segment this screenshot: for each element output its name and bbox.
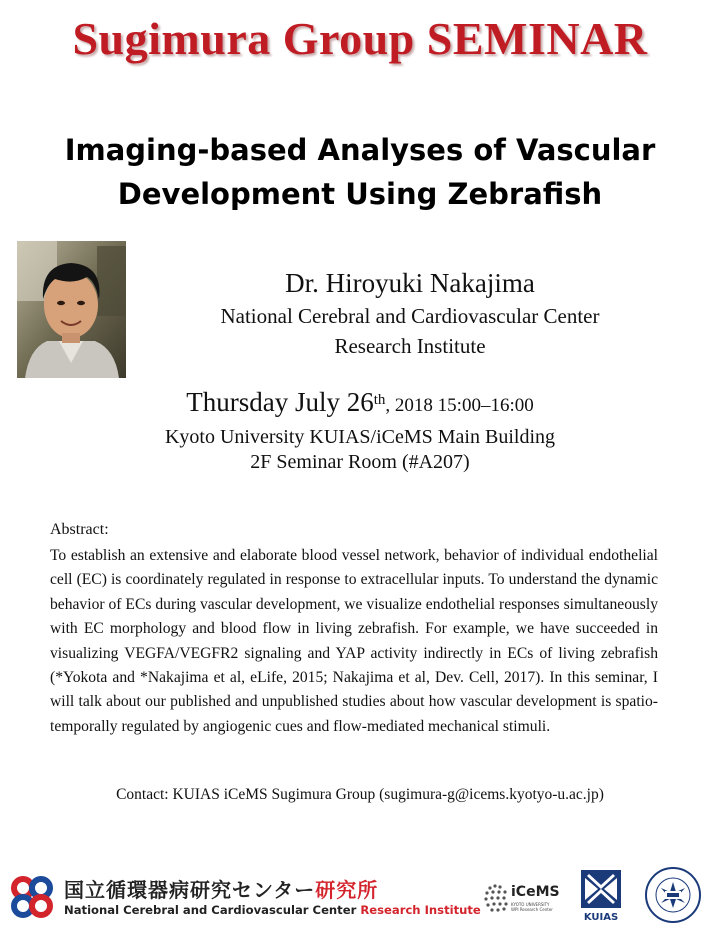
event-time: , 2018 15:00–16:00 [385,395,534,416]
talk-title [40,128,680,216]
event-date [80,384,640,425]
venue-line-2: 2F Seminar Room (#A207) [250,451,470,473]
icems-dot-sphere-icon [481,876,511,918]
icems-name: iCeMS [511,884,560,900]
kyoto-university-seal [643,866,703,924]
ncvc-double-ring-icon [8,874,56,920]
kuias-name: KUIAS [583,912,619,923]
abstract-body: To establish an extensive and elaborate blood vessel network, behavior of individual endothelial cell (EC) is coordinately regulated in response to extracellular inputs. To understand the dynamic behavior of ECs during vascular development, we visualize endothelial responses simultaneously with EC morphology and blood flow in living zebrafish. For example, we have succeeded in visualizing VEGFA/VEGFR2 signaling and YAP activity indirectly in ECs of living zebrafish (*Yokota and *Nakajima et al, eLife, 2015; Nakajima et al, Dev. Cell, 2017). In this seminar, I will talk about our published and unpublished studies about how vascular development is spatio-temporally regulated by angiogenic cues and flow-mediated mechanical stimuli. [50,547,658,735]
contact-line: Contact: KUIAS iCeMS Sugimura Group (sugimura-g@icems.kyotyo-u.ac.jp) [116,786,604,803]
icems-logo [481,876,560,918]
venue-line-1: Kyoto University KUIAS/iCeMS Main Building [164,426,555,448]
speaker-affiliation-line-2: Research Institute [334,334,486,358]
speaker-photo [17,241,126,378]
kuias-logo [577,868,625,922]
event-day-text: Thursday July 26 [186,387,374,417]
event-day [186,387,385,417]
abstract-label: Abstract: [50,521,109,538]
speaker-name: Dr. Hiroyuki Nakajima [285,268,535,298]
seminar-series-title: Sugimura Group SEMINAR [72,13,648,64]
ncvc-jp-main: 国立循環器病研究センター [64,878,316,902]
speaker-affiliation-line-1: National Cerebral and Cardiovascular Center [220,304,600,328]
ncvc-en-red: Research Institute [360,903,481,917]
ncvc-logo [8,874,481,920]
speaker-info [150,266,670,360]
ncvc-jp-red: 研究所 [315,878,379,902]
portrait-photo-icon [17,241,126,378]
talk-title-line-1: Imaging-based Analyses of Vascular [64,133,656,167]
kuias-x-cross-icon [577,868,625,910]
event-details [80,384,640,475]
kyoto-university-seal-icon [643,866,703,924]
event-day-suffix: th [373,392,386,408]
ncvc-japanese-name [64,874,378,903]
icems-subtitle: KYOTO UNIVERSITY WPI Research Center [511,902,553,912]
talk-title-line-2: Development Using Zebrafish [117,177,603,211]
ncvc-english-name [64,903,481,917]
ncvc-en-main: National Cerebral and Cardiovascular Center [64,903,361,917]
